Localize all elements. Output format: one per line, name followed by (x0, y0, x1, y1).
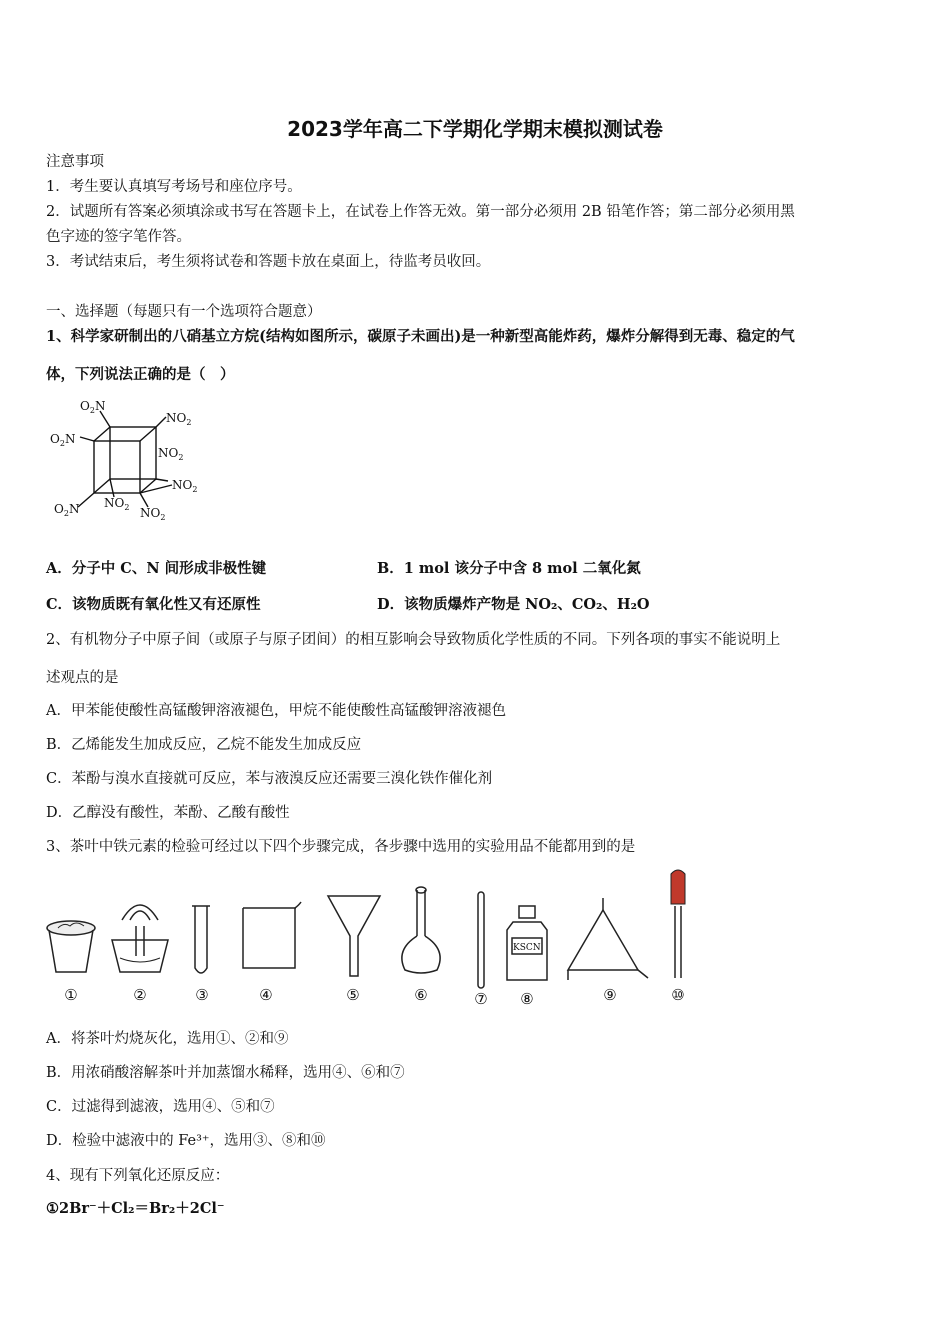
q3-stem: 3、茶叶中铁元素的检验可经过以下四个步骤完成，各步骤中选用的实验用品不能都用到的是 (46, 839, 636, 855)
q1-option-a[interactable]: A．分子中 C、N 间形成非极性键 (46, 560, 267, 577)
svg-text:NO2: $NO_2$ (166, 411, 192, 427)
svg-text:NO2: $NO_2$ (172, 478, 198, 494)
notes-item: 3．考试结束后，考生须将试卷和答题卡放在桌面上，待监考员收回。 (46, 254, 491, 270)
apparatus-label: ⑦ (474, 990, 488, 1008)
svg-text:O2N: $O_2N$ (80, 399, 106, 415)
notes-heading: 注意事项 (46, 154, 104, 170)
section-heading: 一、选择题（每题只有一个选项符合题意） (46, 304, 322, 320)
q4-stem: 4、现有下列氧化还原反应： (46, 1168, 230, 1184)
svg-text:O2N: $O_2N$ (54, 502, 80, 518)
apparatus-label: ⑧ (520, 990, 534, 1008)
page-title: 2023学年高二下学期化学期末模拟测试卷 (287, 117, 663, 141)
apparatus-label: ⑥ (414, 986, 428, 1004)
svg-text:NO2: $NO_2$ (104, 496, 130, 512)
svg-text:O2N: $O_2N$ (50, 432, 76, 448)
q1-option-c[interactable]: C．该物质既有氧化性又有还原性 (46, 596, 261, 613)
q3-option-a[interactable]: A．将茶叶灼烧灰化，选用①、②和⑨ (46, 1031, 289, 1047)
q1-stem-line1: 1、科学家研制出的八硝基立方烷(结构如图所示，碳原子未画出)是一种新型高能炸药，爆炸分解得到无毒、稳定的气 (46, 328, 795, 345)
q3-option-d[interactable]: D．检验中滤液中的 Fe³⁺，选用③、⑧和⑩ (46, 1133, 326, 1149)
q2-option-d[interactable]: D．乙醇没有酸性，苯酚、乙酸有酸性 (46, 805, 290, 821)
q2-stem-line2: 述观点的是 (46, 670, 119, 686)
q1-option-b[interactable]: B．1 mol 该分子中含 8 mol 二氧化氮 (377, 560, 641, 577)
q2-option-a[interactable]: A．甲苯能使酸性高锰酸钾溶液褪色，甲烷不能使酸性高锰酸钾溶液褪色 (46, 703, 506, 719)
apparatus-label: ① (64, 986, 78, 1004)
svg-text:NO2: $NO_2$ (158, 446, 184, 462)
q2-stem-line1: 2、有机物分子中原子间（或原子与原子团间）的相互影响会导致物质化学性质的不同。下列各项的事实不能说明上 (46, 632, 781, 648)
q2-option-b[interactable]: B．乙烯能发生加成反应，乙烷不能发生加成反应 (46, 737, 362, 753)
apparatus-label: ⑨ (603, 986, 617, 1004)
q1-option-d[interactable]: D．该物质爆炸产物是 NO₂、CO₂、H₂O (377, 596, 650, 613)
notes-item: 1．考生要认真填写考场号和座位序号。 (46, 179, 302, 195)
q2-option-c[interactable]: C．苯酚与溴水直接就可反应，苯与液溴反应还需要三溴化铁作催化剂 (46, 771, 493, 787)
octanitrocubane-structure (48, 395, 208, 525)
q1-stem-line2: 体，下列说法正确的是（ ） (46, 366, 235, 383)
q4-equation-1: ①2Br⁻＋Cl₂＝Br₂＋2Cl⁻ (46, 1200, 225, 1217)
apparatus-label: ③ (195, 986, 209, 1004)
q3-option-b[interactable]: B．用浓硝酸溶解茶叶并加蒸馏水稀释，选用④、⑥和⑦ (46, 1065, 405, 1081)
notes-item: 2．试题所有答案必须填涂或书写在答题卡上，在试卷上作答无效。第一部分必须用 2B 铅笔作答；第二部分必须用黑 (46, 204, 795, 220)
lab-apparatus-figure (40, 868, 700, 1010)
notes-item: 色字迹的签字笔作答。 (46, 229, 191, 245)
kscn-label: KSCN (513, 943, 541, 953)
svg-text:NO2: $NO_2$ (140, 506, 166, 522)
q3-option-c[interactable]: C．过滤得到滤液，选用④、⑤和⑦ (46, 1099, 275, 1115)
apparatus-label: ④ (259, 986, 273, 1004)
apparatus-label: ⑤ (346, 986, 360, 1004)
apparatus-label: ⑩ (671, 986, 685, 1004)
apparatus-label: ② (133, 986, 147, 1004)
